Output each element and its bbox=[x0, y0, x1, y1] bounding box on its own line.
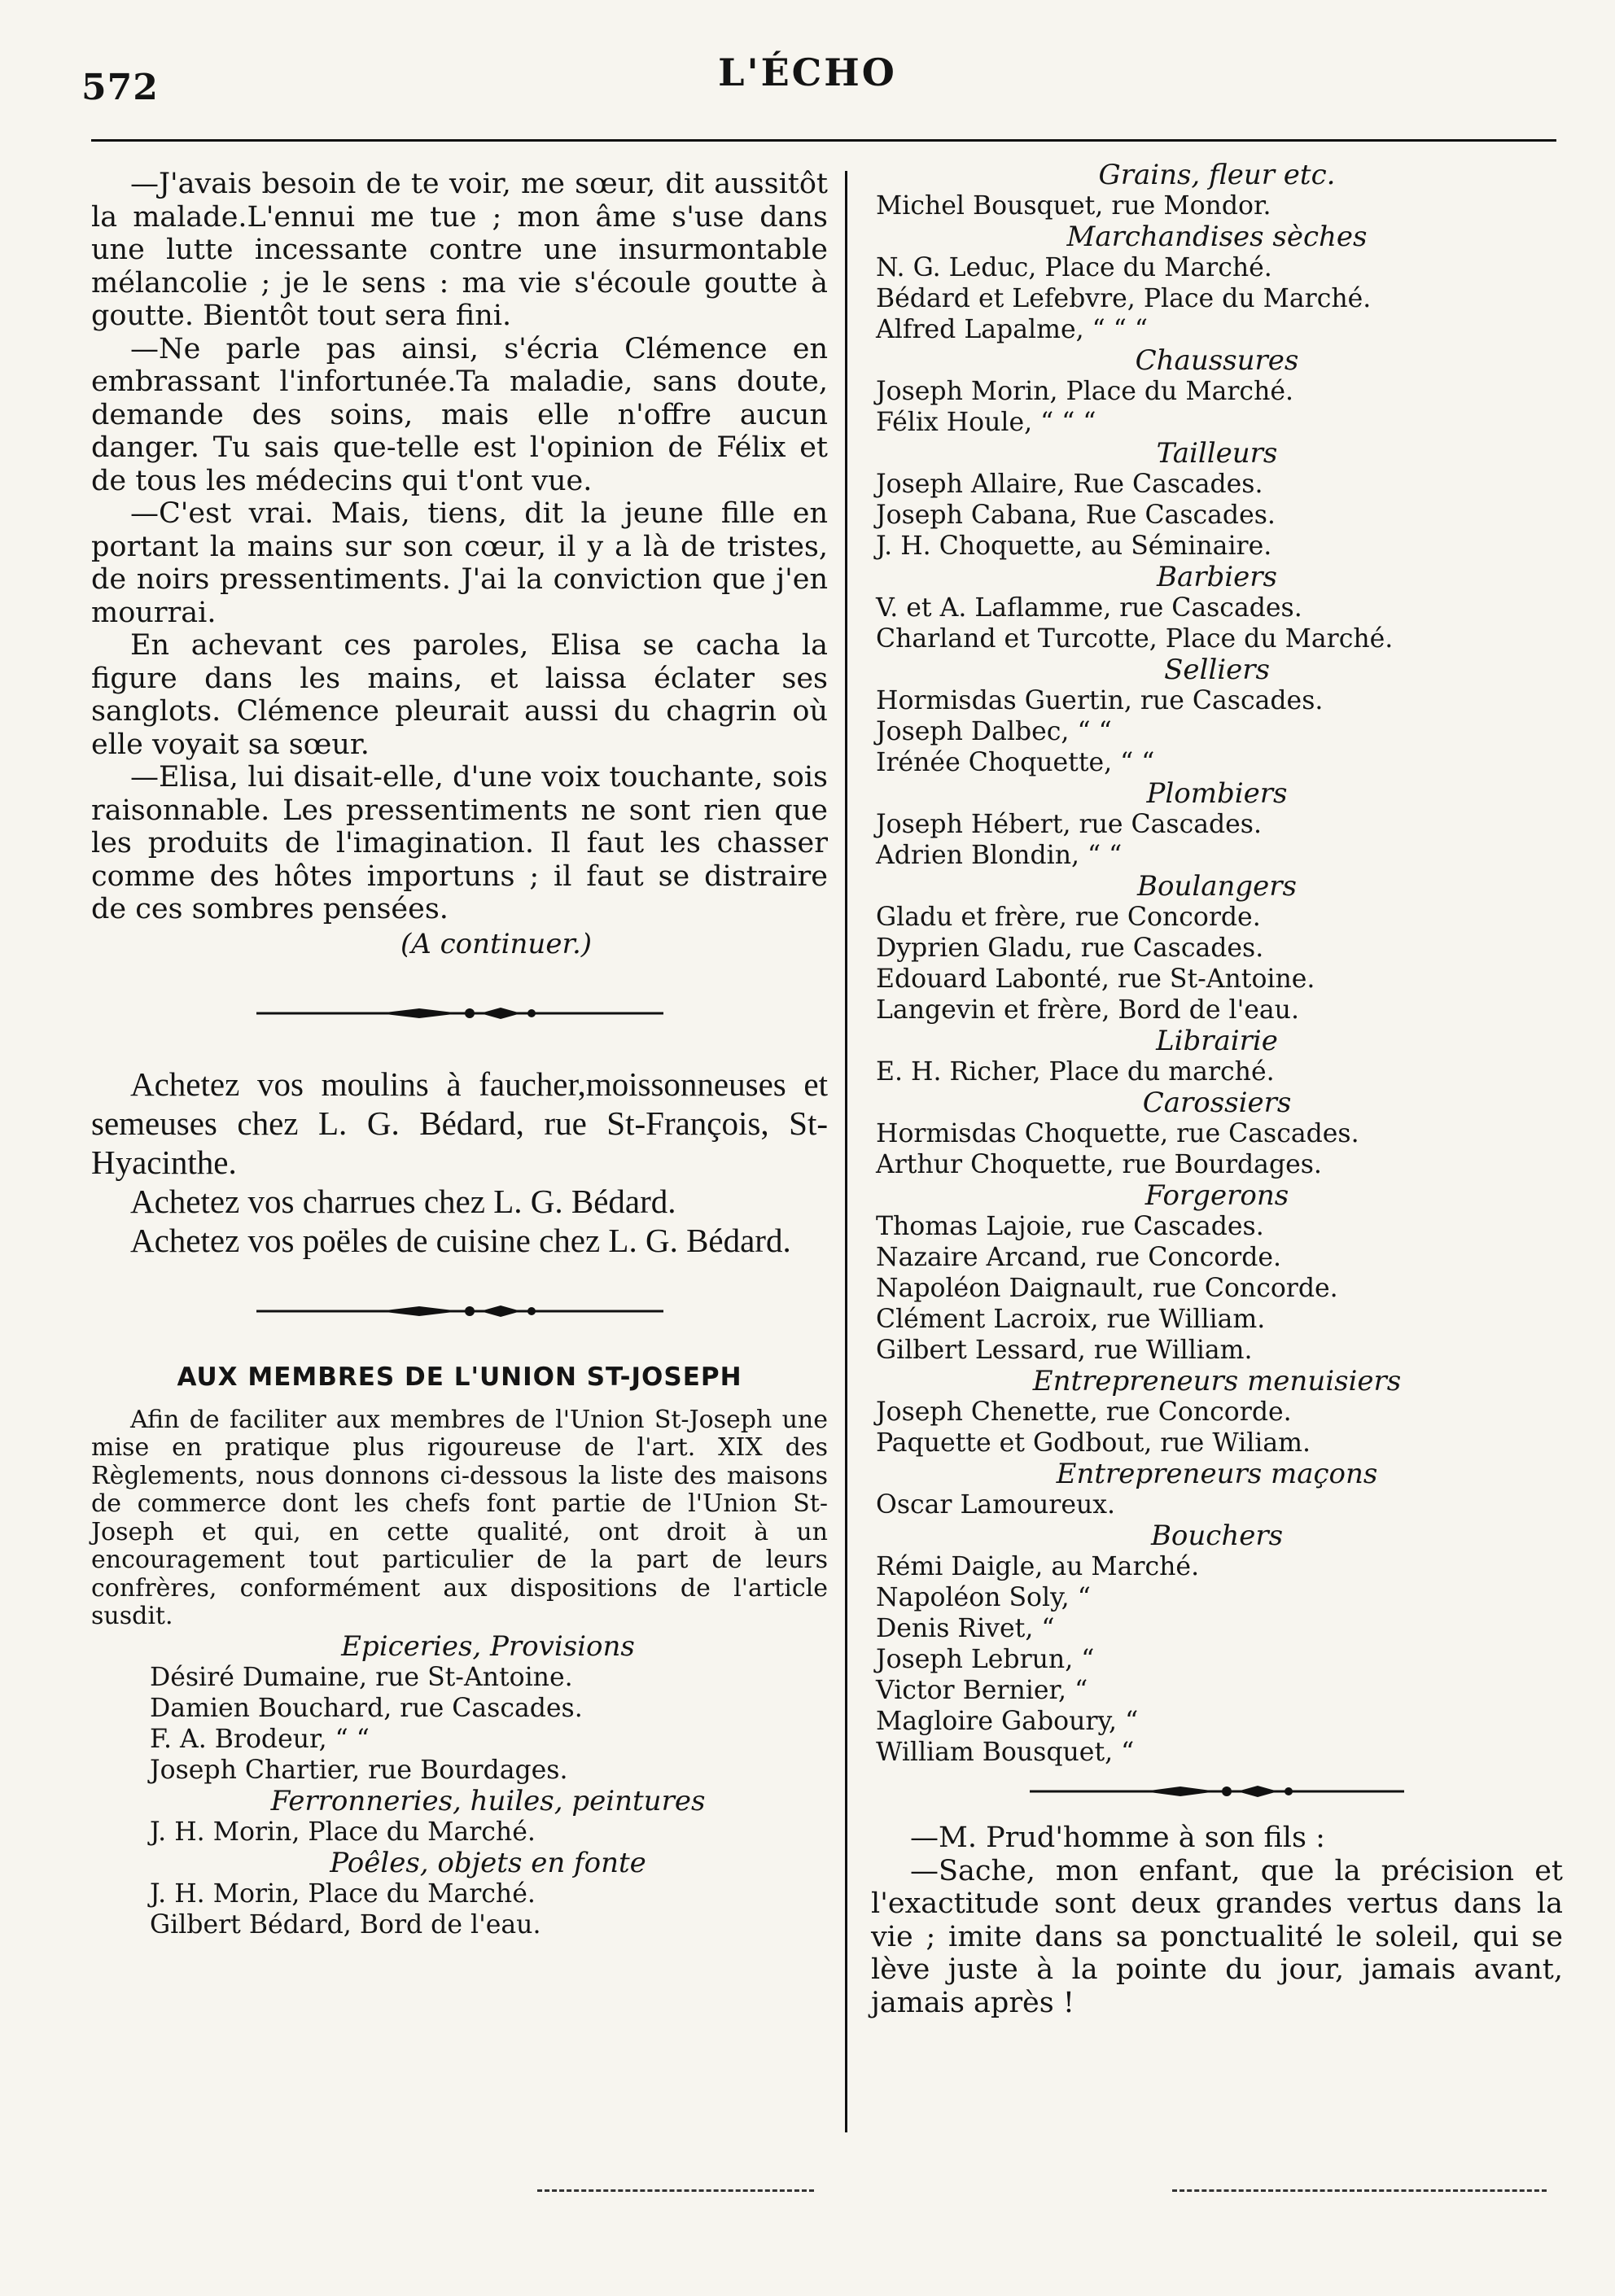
directory-entry: Michel Bousquet, rue Mondor. bbox=[876, 191, 1271, 221]
directory-entry: Langevin et frère, Bord de l'eau. bbox=[876, 995, 1299, 1025]
directory-entry: Joseph Chenette, rue Concorde. bbox=[876, 1397, 1292, 1427]
directory-entry: Gilbert Lessard, rue William. bbox=[876, 1336, 1253, 1365]
dialogue-paragraph: —M. Prud'homme à son fils : bbox=[910, 1821, 1325, 1854]
directory-entry: J. H. Morin, Place du Marché. bbox=[150, 1878, 536, 1909]
directory-entry: Joseph Hébert, rue Cascades. bbox=[876, 810, 1262, 839]
ornament-divider-icon bbox=[256, 1004, 663, 1022]
directory-entry: Paquette et Godbout, rue Wiliam. bbox=[876, 1428, 1311, 1458]
directory-entry: Joseph Chartier, rue Bourdages. bbox=[150, 1755, 568, 1785]
directory-category: Barbiers bbox=[1157, 561, 1277, 593]
story-paragraph: —C'est vrai. Mais, tiens, dit la jeune fille en portant la mains sur son cœur, il y a là de tristes, de noirs pressentiments. J'ai la conviction que j'en mourrai. bbox=[91, 497, 828, 629]
directory-entry: V. et A. Laflamme, rue Cascades. bbox=[876, 593, 1302, 623]
ad-paragraph: Achetez vos moulins à faucher,moissonneuses et semeuses chez L. G. Bédard, rue St-François, St-Hyacinthe. bbox=[91, 1065, 828, 1181]
story-paragraph: —Elisa, lui disait-elle, d'une voix touchante, sois raisonnable. Les pressentiments ne sont rien que les produits de l'imagination. Il faut les chasser comme des hôtes importuns ; il faut se distraire de ces sombres pensées. bbox=[91, 761, 828, 925]
directory-category: Carossiers bbox=[1142, 1087, 1292, 1119]
directory-entry: Rémi Daigle, au Marché. bbox=[876, 1552, 1200, 1581]
ornament-divider-icon bbox=[1030, 1782, 1404, 1800]
directory-entry: Gladu et frère, rue Concorde. bbox=[876, 903, 1261, 932]
directory-right bbox=[871, 160, 1563, 1768]
ornament-divider-icon bbox=[256, 1302, 663, 1320]
directory-entry: E. H. Richer, Place du marché. bbox=[876, 1057, 1275, 1087]
directory-entry: Joseph Lebrun, “ bbox=[876, 1645, 1095, 1674]
directory-entry: Napoléon Daignault, rue Concorde. bbox=[876, 1274, 1338, 1303]
ad-paragraph: Achetez vos poëles de cuisine chez L. G. Bédard. bbox=[130, 1221, 791, 1259]
directory-entry: Damien Bouchard, rue Cascades. bbox=[150, 1693, 583, 1723]
directory-category: Selliers bbox=[1164, 654, 1270, 686]
notice-title: AUX MEMBRES DE L'UNION ST-JOSEPH bbox=[177, 1362, 742, 1392]
directory-entry: J. H. Morin, Place du Marché. bbox=[150, 1817, 536, 1847]
dialogue-text bbox=[871, 1821, 1563, 2019]
directory-entry: Désiré Dumaine, rue St-Antoine. bbox=[150, 1662, 573, 1692]
story-paragraph: En achevant ces paroles, Elisa se cacha la figure dans les mains, et laissa éclater ses sanglots. Clémence pleurait aussi du chagrin où elle voyait sa sœur. bbox=[91, 629, 828, 761]
directory-entry: Clément Lacroix, rue William. bbox=[876, 1305, 1266, 1334]
directory-entry: Adrien Blondin, “ “ bbox=[876, 841, 1123, 870]
directory-entry: Magloire Gaboury, “ bbox=[876, 1707, 1139, 1736]
directory-entry: Irénée Choquette, “ “ bbox=[876, 748, 1155, 777]
directory-entry: Denis Rivet, “ bbox=[876, 1614, 1055, 1643]
directory-entry: Thomas Lajoie, rue Cascades. bbox=[876, 1212, 1264, 1241]
directory-entry: Nazaire Arcand, rue Concorde. bbox=[876, 1243, 1282, 1272]
directory-entry: Napoléon Soly, “ bbox=[876, 1583, 1091, 1612]
directory-entry: Hormisdas Choquette, rue Cascades. bbox=[876, 1119, 1359, 1148]
directory-category: Tailleurs bbox=[1156, 437, 1278, 470]
directory-category: Boulangers bbox=[1137, 870, 1297, 903]
advertisements bbox=[91, 1065, 828, 1260]
directory-category: Forgerons bbox=[1145, 1179, 1289, 1212]
notice-text: Afin de faciliter aux membres de l'Union St-Joseph une mise en pratique plus rigoureuse de l'art. XIX des Règlements, nous donnons ci-dessous la liste des maisons de commerce dont les chefs font partie de l'Union St-Joseph et qui, en cette qualité, ont droit à un encouragement tout particulier de la part de leurs confrères, conformément aux dispositions de l'article susdit. bbox=[91, 1405, 828, 1630]
column-rule bbox=[845, 171, 847, 2132]
directory-category: Chaussures bbox=[1135, 344, 1299, 377]
directory-entry: Hormisdas Guertin, rue Cascades. bbox=[876, 686, 1324, 715]
footer-dash bbox=[1172, 2189, 1547, 2192]
right-column bbox=[871, 160, 1563, 2019]
directory-category: Bouchers bbox=[1150, 1520, 1284, 1552]
story-paragraph: —J'avais besoin de te voir, me sœur, dit aussitôt la malade.L'ennui me tue ; mon âme s'use dans une lutte incessante contre une insurmontable mélancolie ; je le sens : ma vie s'écoule goutte à goutte. Bientôt tout sera fini. bbox=[91, 168, 828, 332]
directory-entry: Bédard et Lefebvre, Place du Marché. bbox=[876, 284, 1372, 313]
story-text bbox=[91, 168, 828, 926]
directory-category: Marchandises sèches bbox=[1066, 221, 1368, 253]
directory-entry: Joseph Cabana, Rue Cascades. bbox=[876, 501, 1276, 530]
directory-category: Librairie bbox=[1156, 1025, 1278, 1057]
header-rule bbox=[91, 139, 1556, 142]
directory-category: Ferronneries, huiles, peintures bbox=[270, 1784, 706, 1817]
directory-entry: Gilbert Bédard, Bord de l'eau. bbox=[150, 1909, 541, 1940]
directory-entry: Dyprien Gladu, rue Cascades. bbox=[876, 934, 1264, 963]
directory-entry: J. H. Choquette, au Séminaire. bbox=[876, 531, 1272, 561]
directory-entry: Oscar Lamoureux. bbox=[876, 1490, 1116, 1520]
directory-entry: Félix Houle, “ “ “ bbox=[876, 408, 1096, 437]
directory-category: Epiceries, Provisions bbox=[341, 1629, 635, 1663]
directory-entry: N. G. Leduc, Place du Marché. bbox=[876, 253, 1272, 282]
directory-entry: Joseph Dalbec, “ “ bbox=[876, 717, 1112, 746]
directory-entry: Alfred Lapalme, “ “ “ bbox=[876, 315, 1148, 344]
directory-entry: Arthur Choquette, rue Bourdages. bbox=[876, 1150, 1322, 1179]
directory-entry: Joseph Allaire, Rue Cascades. bbox=[876, 470, 1263, 499]
directory-category: Entrepreneurs menuisiers bbox=[1032, 1365, 1402, 1397]
directory-category: Plombiers bbox=[1146, 777, 1288, 810]
left-column bbox=[91, 168, 828, 1940]
directory-entry: Edouard Labonté, rue St-Antoine. bbox=[876, 964, 1315, 994]
directory-entry: William Bousquet, “ bbox=[876, 1738, 1135, 1767]
footer-dash bbox=[537, 2189, 814, 2192]
directory-entry: Charland et Turcotte, Place du Marché. bbox=[876, 624, 1394, 654]
page-title: L'ÉCHO bbox=[718, 50, 897, 94]
directory-category: Poêles, objets en fonte bbox=[330, 1846, 646, 1879]
dialogue-paragraph: —Sache, mon enfant, que la précision et l'exactitude sont deux grandes vertus dans la vie ; imite dans sa ponctualité le soleil, qui se lève juste à la pointe du jour, jamais avant, jamais après ! bbox=[871, 1854, 1563, 2019]
ad-paragraph: Achetez vos charrues chez L. G. Bédard. bbox=[130, 1182, 676, 1220]
directory-entry: Victor Bernier, “ bbox=[876, 1676, 1088, 1705]
directory-left bbox=[91, 1631, 828, 1940]
continued-note: (A continuer.) bbox=[400, 927, 593, 960]
directory-category: Entrepreneurs maçons bbox=[1056, 1458, 1378, 1490]
directory-category: Grains, fleur etc. bbox=[1098, 159, 1336, 191]
directory-entry: Joseph Morin, Place du Marché. bbox=[876, 377, 1294, 406]
page-number: 572 bbox=[81, 67, 159, 108]
story-paragraph: —Ne parle pas ainsi, s'écria Clémence en embrassant l'infortunée.Ta maladie, sans doute, demande des soins, mais elle n'offre aucun danger. Tu sais que-telle est l'opinion de Félix et de tous les médecins qui t'ont vue. bbox=[91, 332, 828, 497]
directory-entry: F. A. Brodeur, “ “ bbox=[150, 1724, 370, 1754]
